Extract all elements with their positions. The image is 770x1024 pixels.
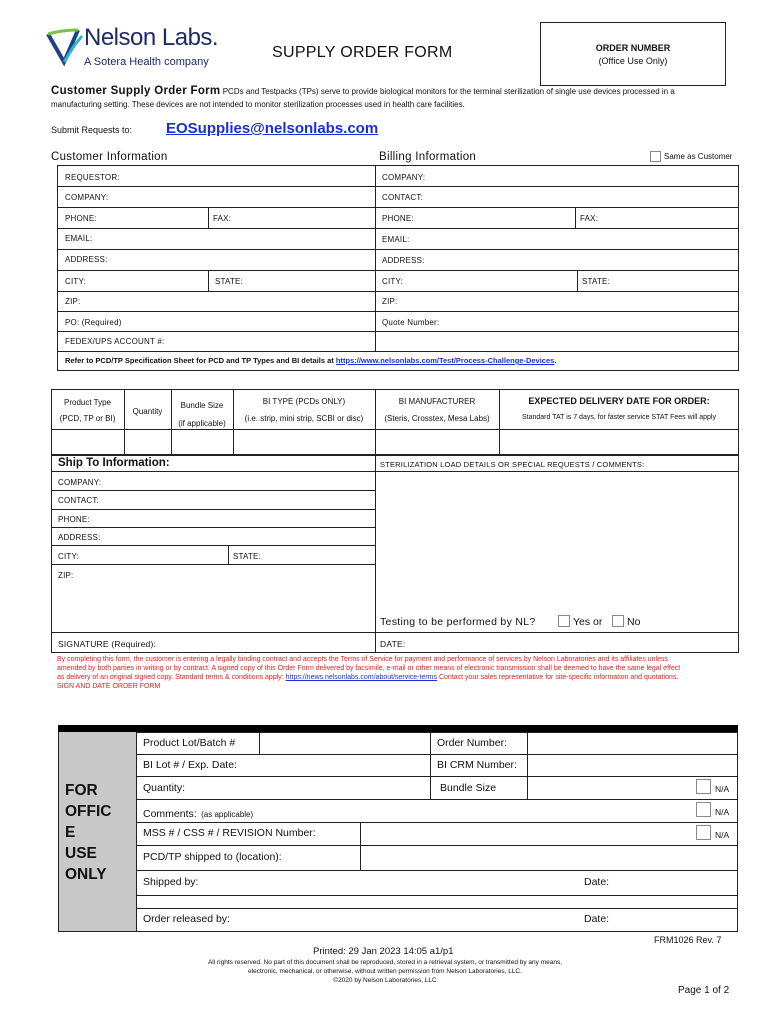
- legal-line-4: SIGN AND DATE ORDER FORM: [57, 683, 161, 690]
- billing-quote-label: Quote Number:: [382, 318, 440, 327]
- ship-state-label: STATE:: [233, 552, 262, 561]
- billing-company-label: COMPANY:: [382, 173, 426, 182]
- office-comments-na-label: N/A: [715, 807, 730, 817]
- ship-zip-label: ZIP:: [58, 571, 74, 580]
- customer-city-label: CITY:: [65, 277, 87, 286]
- submit-label: Submit Requests to:: [51, 125, 133, 135]
- refer-link[interactable]: https://www.nelsonlabs.com/Test/Process-Challenge-Devices: [335, 356, 555, 365]
- office-pcd-shipped-label: PCD/TP shipped to (location):: [143, 851, 282, 863]
- billing-fax-label: FAX:: [580, 214, 599, 223]
- form-revision: FRM1026 Rev. 7: [654, 935, 722, 945]
- rights-line-2: electronic, mechanical, or otherwise, without written permission from Nelson Laboratories, LLC.: [248, 968, 522, 975]
- intro-text-2: manufacturing setting. These devices are not intended to monitor sterilization processes used in health care facilities.: [51, 100, 465, 109]
- order-number-box: [540, 22, 726, 86]
- ship-city-label: CITY:: [58, 552, 80, 561]
- customer-address-label: ADDRESS:: [65, 255, 108, 264]
- office-side-label: [65, 780, 112, 885]
- col-product-type-1: Product Type: [64, 398, 111, 407]
- customer-fedex-label: FEDEX/UPS ACCOUNT #:: [65, 337, 165, 346]
- company-tagline: A Sotera Health company: [84, 56, 209, 68]
- rights-line-3: ©2020 by Nelson Laboratories, LLC: [333, 977, 437, 984]
- same-as-customer-checkbox[interactable]: [650, 151, 661, 162]
- office-lot-label: Product Lot/Batch #: [143, 737, 236, 749]
- office-side-3: E: [65, 824, 76, 841]
- billing-info-title: Billing Information: [379, 151, 477, 163]
- intro-heading: Customer Supply Order Form: [51, 85, 221, 97]
- billing-email-label: EMAIL:: [382, 235, 410, 244]
- same-as-customer-label: Same as Customer: [664, 152, 733, 161]
- customer-email-label: EMAIL:: [65, 234, 93, 243]
- customer-info-title: Customer Information: [51, 151, 168, 163]
- office-mss-na-label: N/A: [715, 830, 730, 840]
- office-side-1: FOR: [65, 782, 98, 799]
- signature-date-label: DATE:: [380, 639, 406, 649]
- order-number-label: ORDER NUMBER: [595, 43, 671, 53]
- order-number-note: (Office Use Only): [598, 56, 668, 66]
- col-bundle: [171, 397, 233, 433]
- company-logo: [44, 24, 234, 74]
- office-bundle-na-checkbox[interactable]: [696, 779, 711, 794]
- col-bundle-1: Bundle Size: [180, 401, 224, 410]
- testing-yes-checkbox[interactable]: [558, 615, 570, 627]
- col-bi-mfr-2: (Steris, Crosstex, Mesa Labs): [384, 414, 490, 423]
- customer-state-label: STATE:: [215, 277, 244, 286]
- customer-requestor-label: REQUESTOR:: [65, 173, 120, 182]
- office-side-4: USE: [65, 845, 97, 862]
- testing-yes-label: Yes or: [573, 616, 603, 628]
- office-top-bar: [58, 725, 738, 732]
- col-delivery: [499, 396, 739, 421]
- billing-city-label: CITY:: [382, 277, 404, 286]
- col-delivery-2: Standard TAT is 7 days, for faster service STAT Fees will apply: [521, 414, 716, 421]
- office-comments-note: (as applicable): [201, 810, 254, 819]
- office-comments-na-checkbox[interactable]: [696, 802, 711, 817]
- office-quantity-label: Quantity:: [143, 782, 186, 794]
- billing-contact-label: CONTACT:: [382, 193, 424, 202]
- office-shipped-date-label: Date:: [584, 876, 610, 888]
- office-mss-na-checkbox[interactable]: [696, 825, 711, 840]
- customer-zip-label: ZIP:: [65, 297, 81, 306]
- ship-company-label: COMPANY:: [58, 478, 102, 487]
- refer-text: Refer to PCD/TP Specification Sheet for PCD and TP Types and BI details at: [65, 356, 334, 365]
- office-mss-label: MSS # / CSS # / REVISION Number:: [143, 827, 316, 839]
- office-comments-label: Comments:: [143, 808, 197, 820]
- form-title: SUPPLY ORDER FORM: [272, 44, 453, 61]
- billing-address-label: ADDRESS:: [382, 256, 425, 265]
- rights-text: [0, 958, 770, 985]
- office-bi-lot-label: BI Lot # / Exp. Date:: [143, 759, 237, 771]
- legal-text: [57, 655, 747, 691]
- customer-fax-label: FAX:: [213, 214, 232, 223]
- col-delivery-1: EXPECTED DELIVERY DATE FOR ORDER:: [528, 396, 710, 406]
- legal-terms-link[interactable]: https://news.nelsonlabs.com/about/service-terms: [285, 674, 438, 681]
- col-bi-type-2: (i.e. strip, mini strip, SCBI or disc): [244, 414, 364, 423]
- col-bi-mfr: [375, 393, 499, 427]
- office-shipped-by-label: Shipped by:: [143, 876, 199, 888]
- billing-phone-label: PHONE:: [382, 214, 414, 223]
- customer-phone-label: PHONE:: [65, 214, 97, 223]
- legal-line-3b: Contact your sales representative for site-specific information and quotations.: [438, 674, 679, 681]
- ship-contact-label: CONTACT:: [58, 496, 100, 505]
- office-bundle-na-label: N/A: [715, 784, 730, 794]
- signature-label: SIGNATURE (Required):: [58, 639, 157, 649]
- col-product-type: [51, 395, 124, 427]
- testing-no-checkbox[interactable]: [612, 615, 624, 627]
- office-side-5: ONLY: [65, 866, 107, 883]
- office-order-number-label: Order Number:: [437, 737, 508, 749]
- rights-line-1: All rights reserved. No part of this document shall be reproduced, stored in a retrieval system, or transmitted by any means,: [207, 959, 563, 966]
- printed-date: Printed: 29 Jan 2023 14:05 a1/p1: [313, 946, 454, 957]
- submit-email-link[interactable]: EOSupplies@nelsonlabs.com: [166, 120, 379, 137]
- legal-line-3a: as delivery of an original signed copy. Standard terms & conditions apply:: [57, 674, 284, 681]
- legal-line-1: By completing this form, the customer is entering a legally binding contract and accepts the Terms of Service for payment and performance of services by Nelson Laboratories and its affiliates unless: [57, 656, 668, 663]
- billing-zip-label: ZIP:: [382, 297, 398, 306]
- col-bi-mfr-1: BI MANUFACTURER: [398, 397, 476, 406]
- col-bi-type: [233, 393, 375, 427]
- page-number: Page 1 of 2: [678, 985, 730, 996]
- ship-phone-label: PHONE:: [58, 515, 90, 524]
- intro-text-1: PCDs and Testpacks (TPs) serve to provide biological monitors for the terminal sterilization of single use devices processed in a: [222, 87, 675, 96]
- office-released-date-label: Date:: [584, 913, 610, 925]
- col-product-type-2: (PCD, TP or BI): [59, 414, 116, 423]
- customer-company-label: COMPANY:: [65, 193, 109, 202]
- customer-po-label: PO: (Required): [65, 318, 122, 327]
- company-name: Nelson Labs.: [84, 24, 219, 51]
- sterilization-label: STERILIZATION LOAD DETAILS OR SPECIAL REQUESTS / COMMENTS:: [380, 460, 645, 469]
- nelson-labs-logo-icon: [44, 26, 84, 70]
- ship-address-label: ADDRESS:: [58, 533, 101, 542]
- billing-state-label: STATE:: [582, 277, 611, 286]
- legal-line-2: amended by both parties in writing or by contract. A signed copy of this Order Form delivered by facsimile, e-mail or other means of electronic transmission shall be deemed to have the same legal effect: [57, 665, 681, 672]
- col-bundle-2: (if applicable): [178, 419, 226, 428]
- office-released-by-label: Order released by:: [143, 913, 230, 925]
- office-bundle-label: Bundle Size: [440, 782, 497, 794]
- refer-end: .: [554, 356, 557, 365]
- col-quantity: Quantity: [132, 407, 163, 416]
- ship-to-title: Ship To Information:: [58, 457, 170, 469]
- office-bi-crm-label: BI CRM Number:: [437, 759, 517, 771]
- office-side-2: OFFIC: [65, 803, 112, 820]
- testing-no-label: No: [627, 616, 641, 628]
- col-bi-type-1: BI TYPE (PCDs ONLY): [262, 397, 346, 406]
- testing-question: Testing to be performed by NL?: [380, 616, 536, 628]
